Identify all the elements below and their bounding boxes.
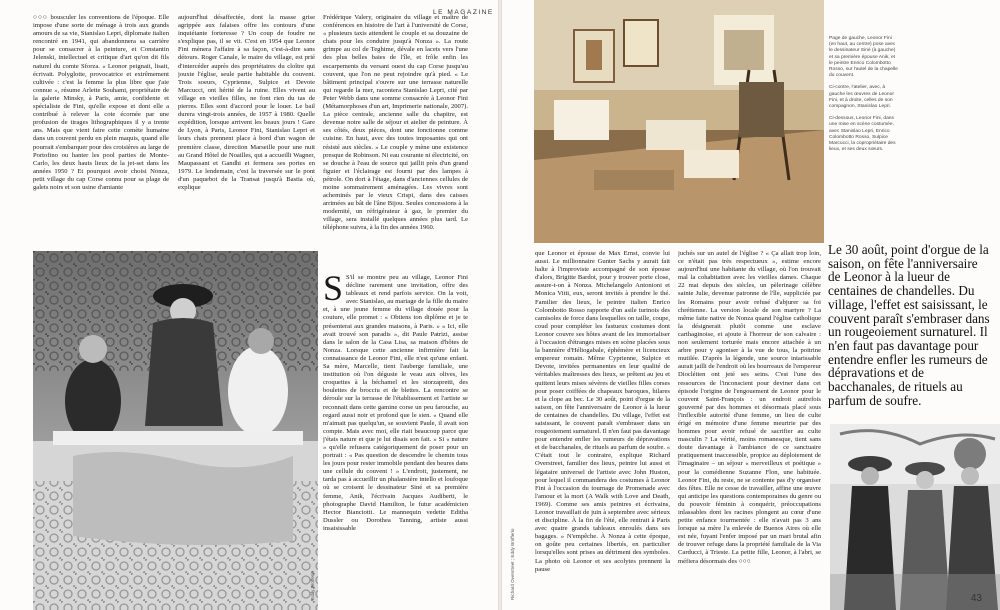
studio-photo-art bbox=[534, 0, 824, 243]
altar-group-photo bbox=[33, 251, 318, 610]
right-column-1-text: que Leonor et épouse de Max Ernst, convie lui aussi. Le millionnaire Gunter Sachs y aurait fait halte à l'improviste accompagné de son épouse d'alors, Brigitte Bardot, pour y trouver porte close, assure-t-on à Nonza. Michelangelo Antonioni et Monica Vitti, eux, seront invités à prendre le thé. Familier des lieux, le peintre italien Enrico Colombotto Rosso rapporte d'un asile turinois des camisoles de force dans lesquelles on taille, coupe, coud pour compléter les fastueux costumes dont Leonor couvre ses hôtes avant de les immortaliser à l'occasion d'étranges mises en scène placées sous la bannière d'Héliogabale, éphémère et licencieux empereur romain. Même Cyprienne, Sulpice et Devote, invitées permanentes en leur qualité de véritables maîtresses des lieux, se prêtent au jeu et quittent leurs mises sévères de vieilles filles corses pour poser coiffées de chapeaux baroques, hilares et la clope au bec. Le 30 août, point d'orgue de la saison, on fête l'anniversaire de Leonor à la lueur de centaines de chandelles. Du village, l'effet est saisissant, le couvent paraît s'embraser dans un rougeoiement surnaturel. Il n'en faut pas davantage pour entendre enfler les rumeurs de dépravations et de bacchanales, de rituels au parfum de soufre. « C'était tout le contraire, explique Richard Overstreet, familier des lieux, peintre lui aussi et légataire universel de l'artiste avec John Huston, pour lequel il commandera des costumes à Leonor Fini à l'occasion du tournage de Promenade avec l'amour et la mort (A Walk with Love and Death, 1969). Comme ses amis peintres et écrivains, Leonor travaillait de juin à septembre avec sérieux et discipline. À la fin de l'été, elle rentrait à Paris avec quatre grands tableaux enroulés dans ses bagages. » N'empêche. À Nonza à cette époque, on goûte peu certaines libertés, en particulier lorsqu'elles sont prises au détriment des symboles. La photo où Leonor et ses acolytes prennent la pause bbox=[535, 250, 670, 573]
running-head: LE MAGAZINE bbox=[433, 9, 494, 16]
studio-photo bbox=[534, 0, 824, 243]
left-column-3-text: Frédérique Valery, originaire du village et maître de conférences en histoire de l'art à l'université de Corse, « plusieurs taxis attendent le couple et sa douzaine de chats pour les conduire jusqu'à Nonza ». La route grimpe au col de Teghime, dévale en lacets vers l'une des plus belles baies de l'île, et frôle enfin les escarpements du versant ouest du cap Corse jusqu'au couvent, que l'on ne peut rejoindre qu'à pied. « Le bâtiment principal s'ouvre sur une terrasse naturelle qui regarde la mer, racontera Stanislao Lepri, cité par Peter Webb dans une somme consacrée à Leonor Fini (Métamorphoses d'un art, Imprimerie nationale, 2007). La pièce centrale, ancienne salle du chapitre, est devenue notre salle de séjour et atelier de peinture. À ses côtés, deux pièces, dont une fonctionne comme cuisine. En haut, avec des toutes imposantes qui ont résisté aux siècles. » Le couple y mène une existence presque de Robinson. Ni eau courante ni électricité, on se douche à l'eau de source qui jaillit près d'un grand figuier et l'éclairage est fourni par des lampes à pétrole. On dort à l'étage, dans d'anciennes cellules de moine sommairement aménagées. Les vivres sont acheminés par le vieux Crispi, dans des caisses arrimées au bât de l'âne Bijou. Seules concessions à la modernité, un réfrigérateur à gaz, le premier du village, sera installé quelques années plus tard. Le téléphone suivra, à la fin des années 1960. bbox=[323, 14, 468, 232]
left-page bbox=[0, 0, 498, 610]
left-column-3-bottom-text: S'il se montre peu au village, Leonor Fini décline rarement une invitation, offre des tableaux et rend parfois service. On la voit, avec Stanislao, au mariage de la fille du maire et, à une jeune femme du village douée pour la couture, elle promet : « Obtiens ton diplôme et je te présenterai aux grandes maisons, à Paris. » « Ici, elle avait trouvé son paradis », dit Paule Patrizi, assise dans le salon de la Casa Lisa, sa maison d'hôtes de Nonza. Lorsque cette ancienne infirmière fait la connaissance de Leonor Fini, elle n'est qu'une enfant. Sa mère, Marcelle, tient l'auberge familiale, une institution où l'on déguste le veau aux olives, les croquettes à la béchamel et les storzapretti, des boulettes de brocciu et de blettes. La rencontre se déroule sur la terrasse de l'établissement et l'artiste se reconnait dans cette gamine corse un peu farouche, au regard aussi noir et profond que le sien. « Quand elle m'aimait pas quelqu'un, se souvient Paule, il avait son compte. Mais avec moi, elle riait beaucoup parce que j'étais nature et que je lui disais son fait. » Si « nature » qu'elle refusera catégoriquement de poser pour un portrait : « Pas question de descendre le chemin tous les jours pour rester immobile pendant des heures dans une cellule du couvent ! » L'endroit, justement, ne tarda pas à accueillir un phalanstère intello et loufoque où se croisent le dessinateur Siné et sa première femme, Anik, l'écrivain Jacques Audiberti, le photographe David Hamilton, le futur académicien Hector Bianciotti. Le mannequin vedette Editha Dussler ou Dorothea Tanning, artiste aussi insaisissable bbox=[323, 274, 468, 532]
left-column-1-text: ○○○ bousculer les conventions de l'époque. Elle impose d'une sorte de ménage à trois aux grands amours de sa vie, Stanislao Lepri, diplomate italien rencontré en 1941, qui abandonnera sa carrière pour se consacrer à la peinture, et Constantin Jelenski, intellectuel et critique d'art qu'on dit fils naturel du comte Sforza. « Leonor peignait, lisait, écrivait. Polyglotte, provocatrice et extrêmement cultivée : c'est la femme la plus libre que j'aie connue », résume Arlette Souhami, propriétaire de la galerie Minsky, à Paris, amie, confidente et spécialiste de Fini, qu'elle expose et dont elle a contribué à relever la cote écornée par une profusion de tirages lithographiques il y a trente ans. Mais que vient faire cette comète humaine dans un couvent perdu en plein maquis, quand elle pourrait s'embarquer pour des croisières au large de Portofino ou hanter les pool parties de Monte-Carlo, les deux hauts lieux de la jet-set dans les années 1950 ? Et pourquoi avoir choisi Nonza, petit village du cap Corse connu pour sa plage de galets noirs et son usine d'amiante bbox=[33, 14, 169, 191]
drop-cap: S bbox=[323, 274, 344, 308]
caption-costumed: Ci-dessous, Leonor Fini, dans une mise en scène costumée, avec Stanislao Lepri, Enrico Colombotto Rosso, Sulpice Marcucci, la copropriétaire des lieux, et ses deux sœurs. bbox=[829, 116, 896, 153]
photo-credit-left: Eddy Brofferio bbox=[310, 570, 315, 600]
right-column-2-text: juchés sur un autel de l'église ? « Ça allait trop loin, ce n'était pas très respectueux », estime encore aujourd'hui une habitante du village, où l'on trouvait mal la cohabitation avec les vieilles dames. Chaque 22 mai depuis des siècles, un pèlerinage célèbre sainte Julie, devenue patronne de l'île, suppliciée par les Romains pour avoir refusé d'abjurer sa foi chrétienne. La version locale de son martyre ? La même faite native de Nonza quand l'église catholique la désignerait plutôt comme une esclave carthaginoise, et ajoute à l'horreur de son calvaire : non seulement torturée mais encore attachée à un arbre pour y agoniser à la vue de tous, la poitrine mutilée. D'après la légende, une source intarissable aurait jailli de l'endroit où les bourreaux de l'empereur Dioclétien ont jeté ses seins. C'est l'une des ressources de l'inconscient pour deviner dans cet épisode l'origine de l'engouement de Leonor pour le couvent Saint-François : un endroit autrefois gouverné par des hommes et désormais placé sous l'inflexible autorité d'une femme, un lieu de culte érigé en mémoire d'une femme meurtrie par des hommes pour avoir refusé de sacrifier au culte masculin ? La vérité, moins romanesque, tient sans doute davantage à l'ambiance de ce sanctuaire pratiquement inaccessible, propice au déploiement de l'imaginaire – un séjour « merveilleux et poétique » pour la comédienne Suzanne Flon, une habituée. Leonor Fini, du reste, ne se contente pas d'y organiser des fêtes. Elle ne cesse de travailler, affine une œuvre qui anticipe les questions contemporaines du genre ou du pouvoir féminin à conquérir, préoccupations inlassables dont les racines plongent au cœur d'une petite enfance tourmentée : elle n'avait pas 3 ans lorsque sa mère l'a enlevée de Buenos Aires où elle est née, fuyant l'enfer imposé par un mari brutal afin de trouver refuge dans la propriété familiale de la Via Carducci, à Trieste. La petite fille, Leonor, à l'abri, se méfiera désormais des ○○○ bbox=[678, 250, 821, 565]
costumed-group-photo-art bbox=[830, 424, 1000, 610]
costumed-group-photo bbox=[830, 424, 1000, 610]
photo-credit-right: Richard Overstreet ; Eddy Brofferio bbox=[510, 528, 515, 600]
caption-left-page: Page de gauche, Leonor Fini (en haut, au centre) pose avec le dessinateur Siné (à gauche) et sa première épouse Anik, et le peintre Enrico Colombotto Rosso, sur l'autel de la chapelle du couvent. bbox=[829, 36, 898, 79]
pull-quote: Le 30 août, point d'orgue de la saison, on fête l'anniversaire de Leonor à la lueur de centaines de chandelles. Du village, l'effet est saisissant, le couvent paraît s'embraser dans un rougeoiement surnaturel. Il n'en faut pas davantage pour entendre enfler les rumeurs de dépravations et de bacchanales, de rituels au parfum de soufre. bbox=[828, 242, 990, 408]
page-number: 43 bbox=[970, 593, 982, 604]
left-column-3-continuation bbox=[323, 274, 468, 608]
altar-group-photo-art bbox=[33, 251, 318, 610]
caption-studio: Ci-contre, l'atelier, avec, à gauche les œuvres de Leonor Fini, et à droite, celles de son compagnon, Stanislao Lepri. bbox=[829, 85, 894, 110]
photo-captions bbox=[829, 36, 899, 159]
left-column-2-text: aujourd'hui désaffectée, dont la masse grise agrippée aux falaises offre les contours d'une inquiétante forteresse ? Un coup de foudre ne s'explique pas, il se vit. C'est en 1954 que Leonor Fini mènera l'affaire à sa façon, c'est-à-dire sans détours. Roger Canale, le maire du village, est prié d'intercéder auprès des propriétaires du cloître qui jouxte l'église, seule partie habitable du couvent. Trois soeurs, Cyprienne, Sulpice et Devote Marcucci, ont hérité de la ruine. Elles vivent au village en vieilles filles, ne font rien du tas de pierres. Elles sont d'accord pour le louer. Le bail durera vingt-trois années, de 1957 à 1980. Quelle expédition, lorsque arrivent les beaux jours ! Gare de Lyon, à Paris, Leonor Fini, Stanislao Lepri et leurs chats prennent place à bord d'un wagon de première classe, direction Marseille pour une nuit au Grand Hôtel de Noailles, qui a accueilli Wagner, Maupassant et Gandhi et fermera ses portes en 1979. Le lendemain, c'est la traversée sur le pont d'un paquebot de la Transat jusqu'à Bastia où, explique bbox=[178, 14, 315, 191]
